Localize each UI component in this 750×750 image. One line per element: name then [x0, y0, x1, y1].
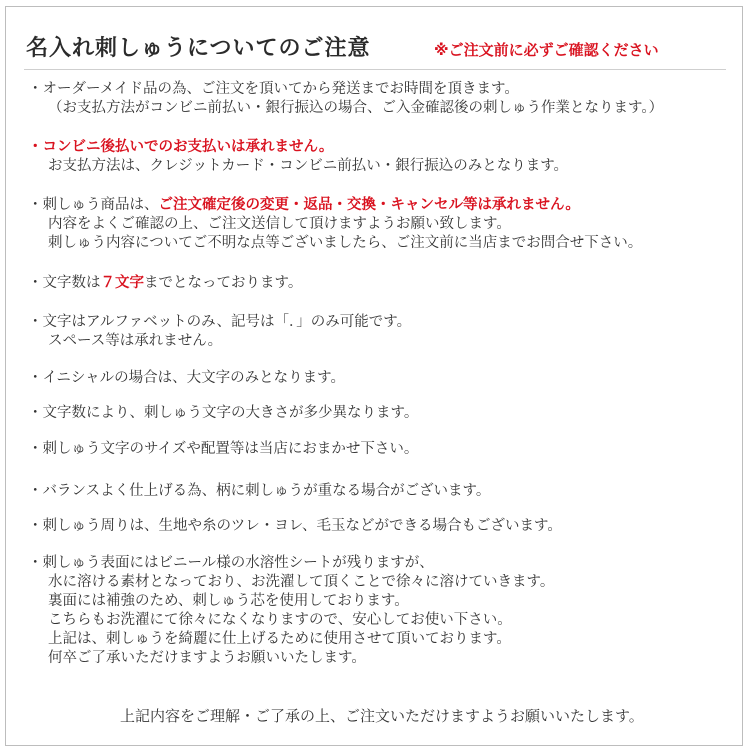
notice-item [28, 80, 738, 118]
item-line: ・イニシャルの場合は、大文字のみとなります。 [28, 370, 345, 386]
notice-item [28, 440, 738, 459]
item-line: （お支払方法がコンビニ前払い・銀行振込の場合、ご入金確認後の刺しゅう作業となります。） [48, 100, 664, 116]
closing-message: 上記内容をご理解・ご了承の上、ご注文いただけますようお願いいたします。 [120, 707, 644, 725]
notice-item [28, 196, 738, 253]
notice-item [28, 404, 738, 423]
item-line: ・刺しゅう周りは、生地や糸のツレ・ヨレ、毛玉などができる場合もございます。 [28, 518, 562, 534]
item-line: スペース等は承れません。 [48, 333, 223, 349]
item-line: 裏面には補強のため、刺しゅう芯を使用しております。 [48, 593, 409, 609]
title-divider [24, 69, 726, 70]
item-line: 内容をよくご確認の上、ご注文送信して頂けますようお願い致します。 [48, 216, 511, 232]
notice-item [28, 517, 738, 536]
page-title: 名入れ刺しゅうについてのご注意 [26, 36, 371, 61]
notice-item [28, 482, 738, 501]
item-warning-text: ご注文確定後の変更・返品・交換・キャンセル等は承れません。 [158, 197, 580, 213]
item-line [28, 274, 738, 293]
item-line [28, 196, 738, 215]
item-line: 水に溶ける素材となっており、お洗濯して頂くことで徐々に溶けていきます。 [48, 574, 555, 590]
item-line: ・刺しゅう表面にはビニール様の水溶性シートが残りますが、 [28, 555, 434, 571]
notice-item [28, 138, 738, 176]
notice-item [28, 274, 738, 293]
item-line: 刺しゅう内容についてご不明な点等ございましたら、ご注文前に当店までお問合せ下さい。 [48, 235, 643, 251]
item-line: こちらもお洗濯にて徐々になくなりますので、安心してお使い下さい。 [48, 612, 512, 628]
item-line: 上記は、刺しゅうを綺麗に仕上げるために使用させて頂いております。 [48, 631, 511, 647]
item-line: お支払方法は、クレジットカード・コンビニ前払い・銀行振込のみとなります。 [48, 158, 569, 174]
item-line: ・文字はアルファベットのみ、記号は「．」のみ可能です。 [28, 314, 412, 330]
item-line: ・バランスよく仕上げる為、柄に刺しゅうが重なる場合がございます。 [28, 483, 491, 499]
notice-item [28, 554, 738, 668]
item-text: までとなっております。 [144, 275, 303, 291]
item-line: ・文字数により、刺しゅう文字の大きさが多少異なります。 [28, 405, 419, 421]
notice-header [26, 26, 726, 66]
item-line: ・刺しゅう文字のサイズや配置等は当店におまかせ下さい。 [28, 441, 419, 457]
item-line: ・オーダーメイド品の為、ご注文を頂いてから発送までお時間を頂きます。 [28, 81, 519, 97]
item-line: 何卒ご了承いただけますようお願いいたします。 [48, 650, 366, 666]
notice-item [28, 369, 738, 388]
item-warning-text: ７文字 [100, 275, 144, 291]
item-line-warning: ・コンビニ後払いでのお支払いは承れません。 [28, 139, 334, 155]
notice-item [28, 313, 738, 351]
item-text: ・文字数は [28, 275, 101, 291]
item-text: ・刺しゅう商品は、 [28, 197, 159, 213]
confirm-note: ※ご注文前に必ずご確認ください [434, 41, 659, 59]
